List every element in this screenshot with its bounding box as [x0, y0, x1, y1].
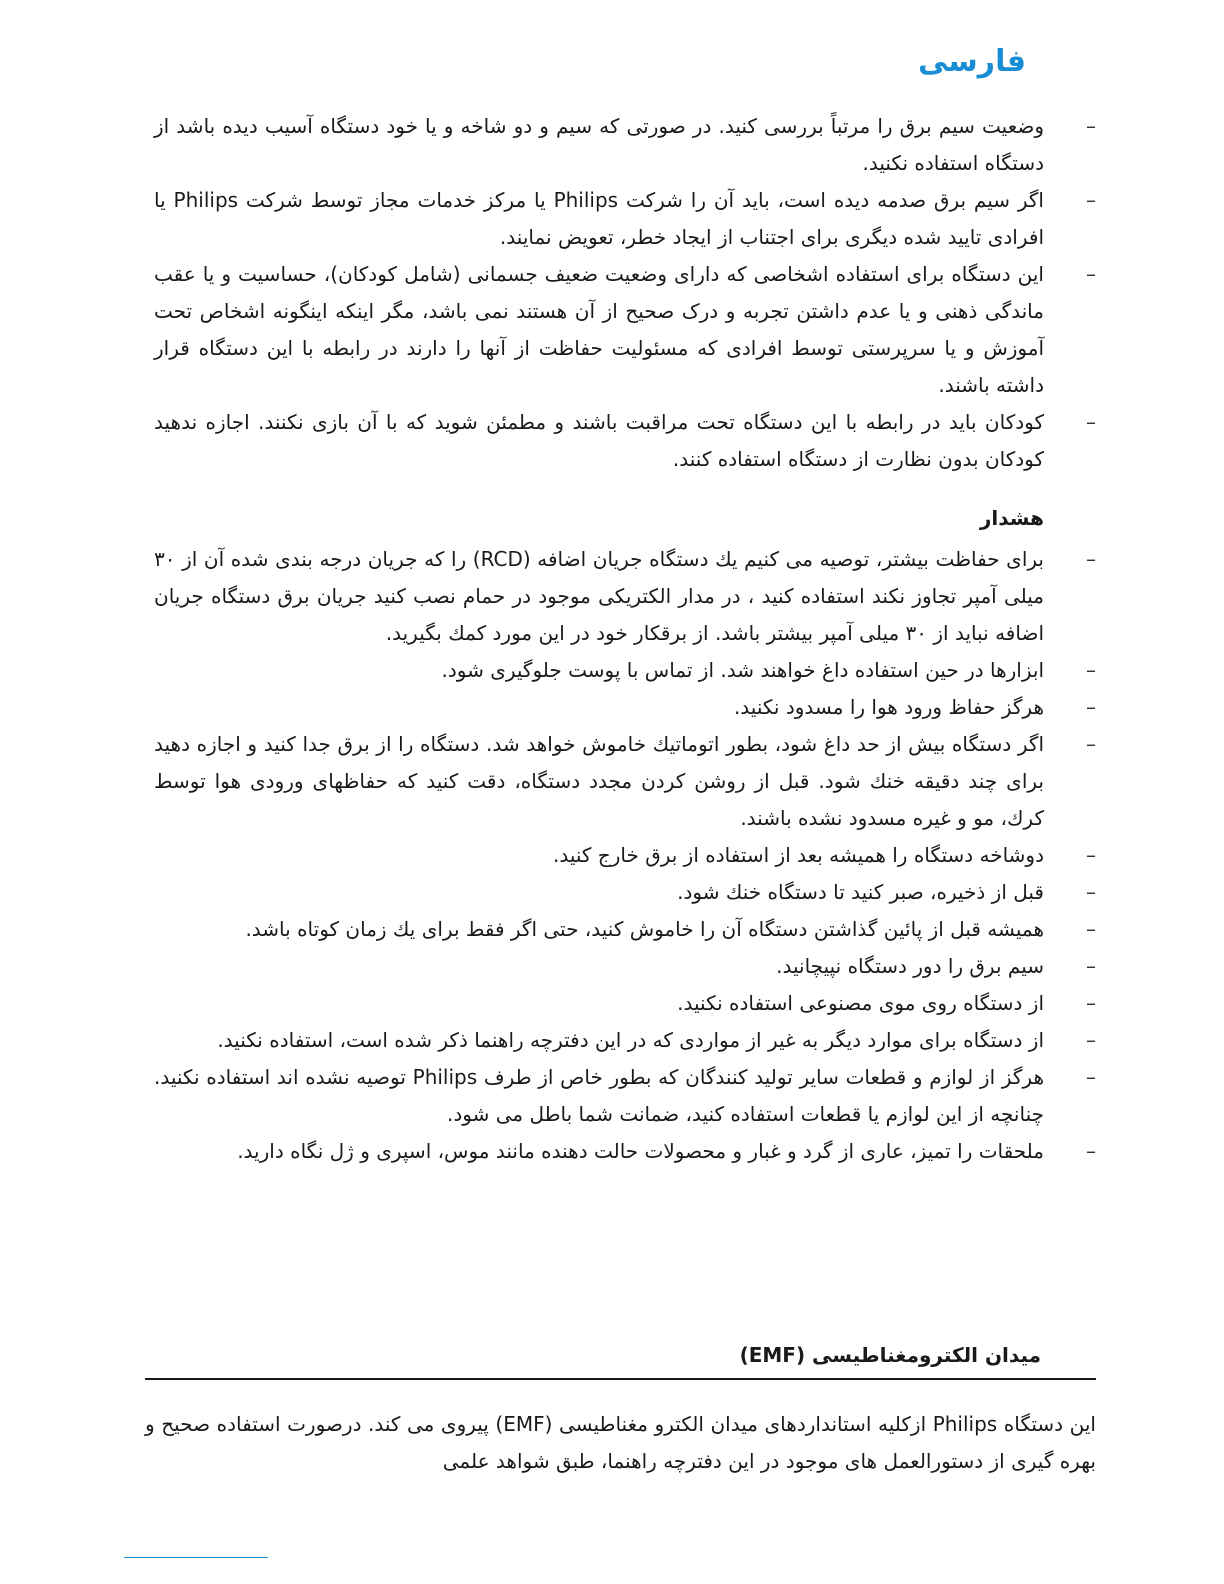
list-item: [154, 1022, 1096, 1059]
list-item: [154, 652, 1096, 689]
dash-bullet: –: [1086, 262, 1096, 286]
list-item-text: از دستگاه برای موارد دیگر به غیر از مواردی که در این دفترچه راهنما ذکر شده است، استفاده نکنید.: [217, 1028, 1044, 1052]
dash-bullet: –: [1086, 880, 1096, 904]
warning-list: [154, 541, 1096, 1170]
emf-section: [145, 1337, 1096, 1500]
list-item: [154, 726, 1096, 837]
list-item-text: برای حفاظت بیشتر، توصیه می کنیم یك دستگاه جریان اضافه (RCD) را که جریان درجه بندی شده آن از ۳۰ میلی آمپر تجاوز نکند استفاده کنید ، در مدار الکتریکی موجود در حمام نصب کنید جریان برق دستگاه جریان اضافه نباید از ۳۰ میلی آمپر بیشتر باشد. از برقکار خود در این مورد کمك بگیرید.: [154, 547, 1044, 645]
list-item: [154, 985, 1096, 1022]
list-item-text: از دستگاه روی موی مصنوعی استفاده نکنید.: [677, 991, 1044, 1015]
dash-bullet: –: [1086, 658, 1096, 682]
list-item-text: هرگز از لوازم و قطعات سایر تولید کنندگان که بطور خاص از طرف Philips توصیه نشده اند استفاده نکنید. چنانچه از این لوازم یا قطعات استفاده کنید، ضمانت شما باطل می شود.: [154, 1065, 1044, 1126]
list-item: [154, 108, 1096, 182]
list-item-text: اگر سیم برق صدمه دیده است، باید آن را شرکت Philips یا مرکز خدمات مجاز توسط شرکت Philips یا افرادی تایید شده دیگری برای اجتناب از ایجاد خطر، تعویض نمایند.: [154, 188, 1044, 249]
dash-bullet: –: [1086, 1028, 1096, 1052]
dash-bullet: –: [1086, 954, 1096, 978]
list-item: [154, 689, 1096, 726]
list-item: [154, 404, 1096, 478]
safety-instructions: [154, 108, 1096, 1170]
list-item-text: قبل از ذخیره، صبر کنید تا دستگاه خنك شود.: [677, 880, 1044, 904]
list-item: [154, 948, 1096, 985]
list-item-text: دوشاخه دستگاه را همیشه بعد از استفاده از برق خارج کنید.: [553, 843, 1044, 867]
page-language-title: فارسی: [917, 44, 1026, 79]
list-item-text: این دستگاه برای استفاده اشخاصی که دارای وضعیت ضعیف جسمانی (شامل کودکان)، حساسیت و یا عقب ماندگی ذهنی و یا عدم داشتن تجربه و درک صحیح از آن هستند نمی باشد، مگر اینکه اینگونه اشخاص تحت آموزش و یا سرپرستی توسط افرادی که مسئولیت حفاظت از آنها را دارند در رابطه با این دستگاه قرار داشته باشند.: [154, 262, 1044, 397]
list-item: [154, 837, 1096, 874]
dash-bullet: –: [1086, 917, 1096, 941]
list-item: [154, 256, 1096, 404]
list-item: [154, 874, 1096, 911]
dash-bullet: –: [1086, 843, 1096, 867]
dash-bullet: –: [1086, 695, 1096, 719]
dash-bullet: –: [1086, 188, 1096, 212]
warning-heading: هشدار: [979, 506, 1044, 530]
general-safety-list: [154, 108, 1096, 478]
list-item: [154, 182, 1096, 256]
dash-bullet: –: [1086, 732, 1096, 756]
list-item: [154, 1059, 1096, 1133]
list-item: [154, 911, 1096, 948]
list-item-text: هرگز حفاظ ورود هوا را مسدود نکنید.: [733, 695, 1044, 719]
dash-bullet: –: [1086, 410, 1096, 434]
emf-paragraph: این دستگاه Philips ازکلیه استانداردهای میدان الکترو مغناطیسی (EMF) پیروی می کند. درصورت استفاده صحیح و بهره گیری از دستورالعمل های موجود در این دفترچه راهنما، طبق شواهد علمی: [145, 1412, 1096, 1473]
dash-bullet: –: [1086, 547, 1096, 571]
dash-bullet: –: [1086, 1065, 1096, 1089]
list-item-text: وضعیت سیم برق را مرتباً بررسی کنید. در صورتی که سیم و دو شاخه و یا خود دستگاه آسیب دیده باشد از دستگاه استفاده نکنید.: [154, 114, 1044, 175]
footnote-rule: [124, 1557, 268, 1558]
dash-bullet: –: [1086, 114, 1096, 138]
list-item: [154, 541, 1096, 652]
list-item-text: ملحقات را تمیز، عاری از گرد و غبار و محصولات حالت دهنده مانند موس، اسپری و ژل نگاه دارید.: [237, 1139, 1044, 1163]
list-item-text: همیشه قبل از پائین گذاشتن دستگاه آن را خاموش کنید، حتی اگر فقط برای یك زمان کوتاه باشد.: [245, 917, 1044, 941]
list-item-text: کودکان باید در رابطه با این دستگاه تحت مراقبت باشند و مطمئن شوید که با آن بازی نکنند. اجازه ندهید کودکان بدون نظارت از دستگاه استفاده کنند.: [154, 410, 1044, 471]
emf-heading: میدان الکترومغناطیسی (EMF): [739, 1343, 1041, 1367]
dash-bullet: –: [1086, 991, 1096, 1015]
list-item-text: اگر دستگاه بیش از حد داغ شود، بطور اتوماتیك خاموش خواهد شد. دستگاه را از برق جدا کنید و اجازه دهید برای چند دقیقه خنك شود. قبل از روشن کردن مجدد دستگاه، دقت کنید که حفاظهای ورودی هوا توسط کرك، مو و غیره مسدود نشده باشند.: [154, 732, 1044, 830]
list-item: [154, 1133, 1096, 1170]
section-divider: [145, 1378, 1096, 1380]
list-item-text: سیم برق را دور دستگاه نپیچانید.: [776, 954, 1044, 978]
list-item-text: ابزارها در حین استفاده داغ خواهند شد. از تماس با پوست جلوگیری شود.: [441, 658, 1044, 682]
dash-bullet: –: [1086, 1139, 1096, 1163]
